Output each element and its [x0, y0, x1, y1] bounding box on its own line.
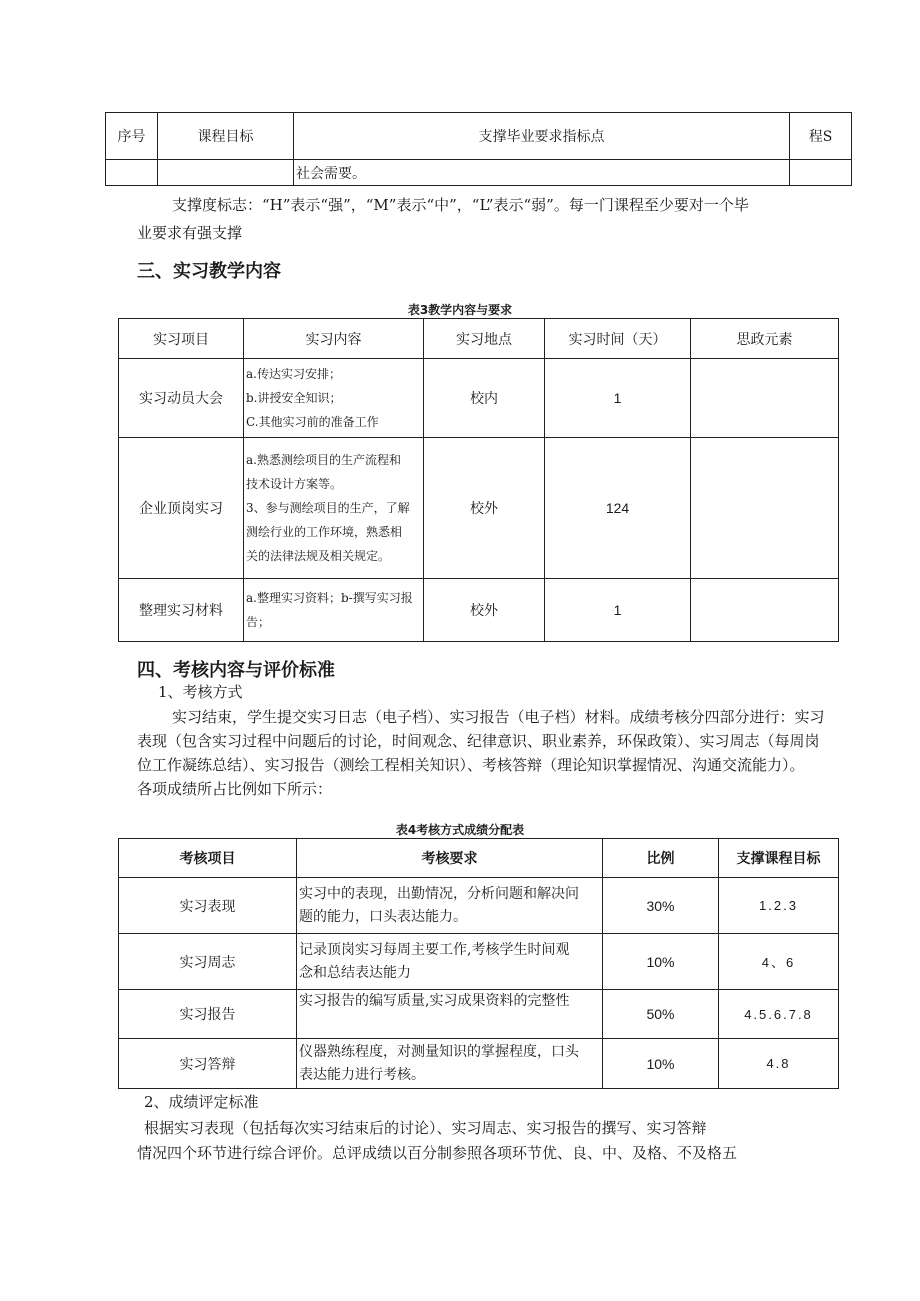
row-place: 校外 — [424, 438, 545, 579]
req-line: 表达能力进行考核。 — [299, 1066, 425, 1083]
row-item: 整理实习材料 — [119, 579, 244, 642]
cell-index — [106, 160, 158, 186]
row-days: 124 — [545, 438, 691, 579]
assess-item: 实习答辩 — [119, 1039, 297, 1089]
row-place: 校外 — [424, 579, 545, 642]
row-element — [691, 579, 839, 642]
header-assess-req: 考核要求 — [297, 839, 603, 878]
header-content: 实习内容 — [244, 319, 424, 359]
para-line: 各项成绩所占比例如下所示： — [137, 780, 333, 798]
assess-ratio: 10% — [603, 934, 719, 990]
section4-sub1: 1、考核方式 — [158, 683, 243, 701]
row-element — [691, 359, 839, 438]
assess-item: 实习报告 — [119, 990, 297, 1039]
section4-title: 四、考核内容与评价标准 — [137, 660, 335, 681]
header-element: 思政元素 — [691, 319, 839, 359]
row-content — [244, 579, 424, 642]
graduation-support-table — [105, 112, 852, 186]
content-line: 3、参与测绘项目的生产，了解 — [246, 501, 410, 515]
header-days: 实习时间（天） — [545, 319, 691, 359]
assess-req — [297, 1039, 603, 1089]
row-item: 企业顶岗实习 — [119, 438, 244, 579]
cell-course-goal — [158, 160, 294, 186]
assess-req — [297, 878, 603, 934]
header-indicator: 支撑毕业要求指标点 — [294, 113, 790, 160]
section5-sub2: 2、成绩评定标准 — [144, 1093, 259, 1111]
header-degree: 程S — [790, 113, 852, 160]
table3-caption: 表4考核方式成绩分配表 — [395, 823, 525, 837]
table-row — [119, 579, 839, 642]
table-row — [119, 438, 839, 579]
assess-ratio: 10% — [603, 1039, 719, 1089]
req-line: 仪器熟练程度，对测量知识的掌握程度，口头 — [299, 1043, 579, 1060]
row-days: 1 — [545, 579, 691, 642]
table-row — [119, 990, 839, 1039]
content-line: C.其他实习前的准备工作 — [246, 415, 379, 429]
header-ratio: 比例 — [603, 839, 719, 878]
support-note-line1: 支撑度标志：“H”表示“强”，“M”表示“中”，“L”表示“弱”。每一门课程至少要对一个毕 — [172, 196, 749, 214]
section4-paragraph — [137, 705, 857, 801]
table2-caption: 表3教学内容与要求 — [407, 303, 513, 317]
header-place: 实习地点 — [424, 319, 545, 359]
assess-ratio: 50% — [603, 990, 719, 1039]
assess-ratio: 30% — [603, 878, 719, 934]
req-line: 记录顶岗实习每周主要工作,考核学生时间观 — [299, 941, 570, 958]
table-row — [119, 934, 839, 990]
header-course-goal: 课程目标 — [158, 113, 294, 160]
row-place: 校内 — [424, 359, 545, 438]
content-line: 技术设计方案等。 — [246, 477, 343, 491]
header-item: 实习项目 — [119, 319, 244, 359]
para-line: 表现（包含实习过程中问题后的讨论，时间观念、纪律意识、职业素养，环保政策）、实习周志（每周岗 — [137, 732, 820, 750]
req-line: 念和总结表达能力 — [299, 964, 411, 981]
req-line: 题的能力，口头表达能力。 — [299, 908, 467, 925]
header-assess-item: 考核项目 — [119, 839, 297, 878]
assess-item: 实习表现 — [119, 878, 297, 934]
content-line: a.传达实习安排； — [246, 367, 341, 381]
header-goals: 支撑课程目标 — [719, 839, 839, 878]
content-line: a.熟悉测绘项目的生产流程和 — [246, 453, 401, 467]
table-row — [119, 1039, 839, 1089]
para-line: 实习结束，学生提交实习日志（电子档）、实习报告（电子档）材料。成绩考核分四部分进行：实习 — [172, 708, 825, 726]
assess-req — [297, 990, 603, 1039]
assessment-table — [118, 838, 839, 1089]
section5-line1: 根据实习表现（包括每次实习结束后的讨论）、实习周志、实习报告的撰写、实习答辩 — [144, 1119, 707, 1137]
row-days: 1 — [545, 359, 691, 438]
row-element — [691, 438, 839, 579]
row-content — [244, 359, 424, 438]
row-item: 实习动员大会 — [119, 359, 244, 438]
row-content — [244, 438, 424, 579]
section3-title: 三、实习教学内容 — [137, 261, 281, 282]
header-index: 序号 — [106, 113, 158, 160]
cell-degree — [790, 160, 852, 186]
assess-goals: 4、6 — [719, 934, 839, 990]
req-line: 实习中的表现，出勤情况，分析问题和解决问 — [299, 885, 579, 902]
teaching-content-table — [118, 318, 839, 642]
section5-line2: 情况四个环节进行综合评价。总评成绩以百分制参照各项环节优、良、中、及格、不及格五 — [137, 1144, 738, 1162]
content-line: 测绘行业的工作环境，熟悉相 — [246, 525, 403, 539]
assess-req — [297, 934, 603, 990]
table-row — [119, 878, 839, 934]
cell-indicator: 社会需要。 — [294, 160, 790, 186]
content-line: 关的法律法规及相关规定。 — [246, 549, 391, 563]
para-line: 位工作凝练总结）、实习报告（测绘工程相关知识）、考核答辩（理论知识掌握情况、沟通交流能力）。 — [137, 756, 805, 774]
content-line: 告； — [246, 615, 271, 629]
content-line: a.整理实习资料；b-撰写实习报 — [246, 591, 413, 605]
content-line: b.讲授安全知识； — [246, 391, 342, 405]
assess-item: 实习周志 — [119, 934, 297, 990]
support-note-line2: 业要求有强支撑 — [137, 224, 243, 242]
assess-goals: 1.2.3 — [719, 878, 839, 934]
assess-goals: 4.5.6.7.8 — [719, 990, 839, 1039]
table-row — [119, 359, 839, 438]
req-line: 实习报告的编写质量,实习成果资料的完整性 — [299, 993, 570, 1009]
assess-goals: 4.8 — [719, 1039, 839, 1089]
